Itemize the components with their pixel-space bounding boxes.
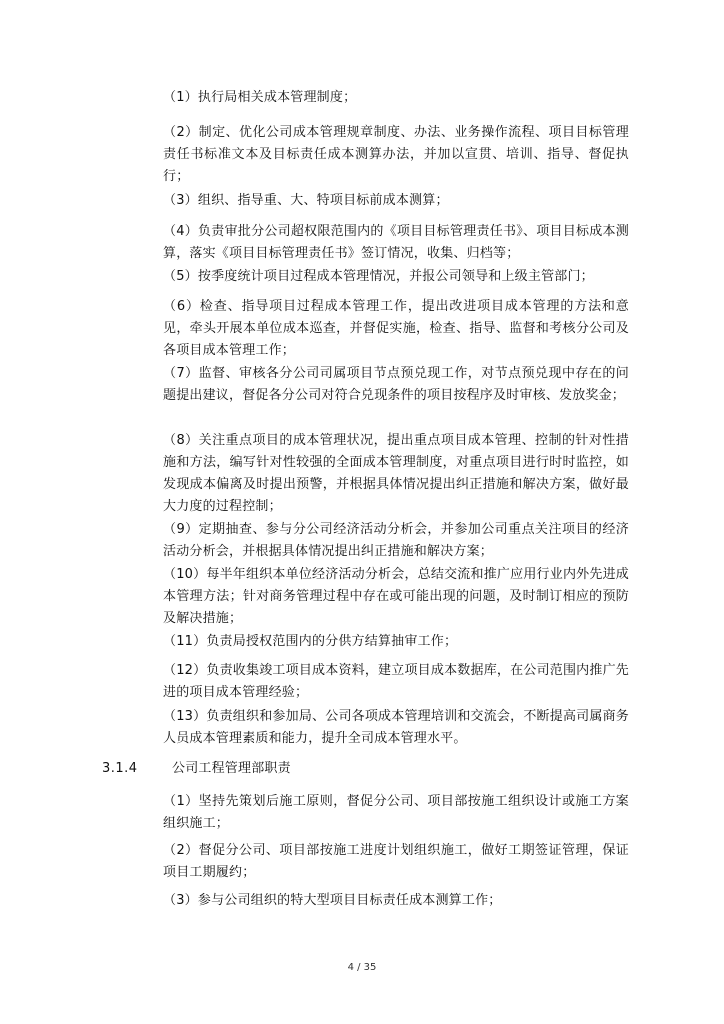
paragraph-item-6: （6）检查、指导项目过程成本管理工作，提出改进项目成本管理的方法和意见，牵头开展本单位成本巡查，并督促实施，检查、指导、监督和考核分公司及各项目成本管理工作； [163, 299, 629, 358]
section-paragraph-item-3: （3）参与公司组织的特大型项目目标责任成本测算工作； [163, 893, 502, 908]
paragraph-item-7: （7）监督、审核各分公司司属项目节点预兑现工作，对节点预兑现中存在的问题提出建议，督促各分公司对符合兑现条件的项目按程序及时审核、发放奖金； [163, 366, 629, 403]
section-paragraph-item-2: （2）督促分公司、项目部按施工进度计划组织施工，做好工期签证管理，保证项目工期履约； [163, 843, 629, 880]
paragraph-item-9: （9）定期抽查、参与分公司经济活动分析会，并参加公司重点关注项目的经济活动分析会，并根据具体情况提出纠正措施和解决方案； [163, 522, 629, 559]
paragraph-item-2: （2）制定、优化公司成本管理规章制度、办法、业务操作流程、项目目标管理责任书标准文本及目标责任成本测算办法，并加以宣贯、培训、指导、督促执行； [163, 125, 629, 184]
paragraph-item-3: （3）组织、指导重、大、特项目标前成本测算； [163, 193, 449, 208]
section-paragraph-item-1: （1）坚持先策划后施工原则，督促分公司、项目部按施工组织设计或施工方案组织施工； [163, 794, 629, 831]
paragraph-item-11: （11）负责局授权范围内的分供方结算抽审工作； [163, 634, 458, 649]
section-number: 3.1.4 [102, 761, 138, 776]
paragraph-item-10: （10）每半年组织本单位经济活动分析会，总结交流和推广应用行业内外先进成本管理方法；针对商务管理过程中存在或可能出现的问题，及时制订相应的预防及解决措施； [163, 567, 629, 626]
paragraph-item-13: （13）负责组织和参加局、公司各项成本管理培训和交流会，不断提高司属商务人员成本管理素质和能力，提升全司成本管理水平。 [163, 709, 629, 746]
page-number: 4 / 35 [347, 962, 377, 973]
paragraph-item-12: （12）负责收集竣工项目成本资料，建立项目成本数据库，在公司范围内推广先进的项目成本管理经验； [163, 663, 629, 700]
paragraph-item-4: （4）负责审批分公司超权限范围内的《项目目标管理责任书》、项目目标成本测算，落实《项目目标管理责任书》签订情况，收集、归档等； [163, 224, 629, 261]
section-title: 公司工程管理部职责 [172, 761, 291, 776]
paragraph-item-8: （8）关注重点项目的成本管理状况，提出重点项目成本管理、控制的针对性措施和方法，编写针对性较强的全面成本管理制度，对重点项目进行时时监控，如发现成本偏离及时提出预警，并根据具体情况提出纠正措施和解决方案，做好最大力度的过程控制； [163, 433, 629, 514]
paragraph-item-1: （1）执行局相关成本管理制度； [163, 90, 357, 105]
paragraph-item-5: （5）按季度统计项目过程成本管理情况，并报公司领导和上级主管部门； [163, 269, 594, 284]
